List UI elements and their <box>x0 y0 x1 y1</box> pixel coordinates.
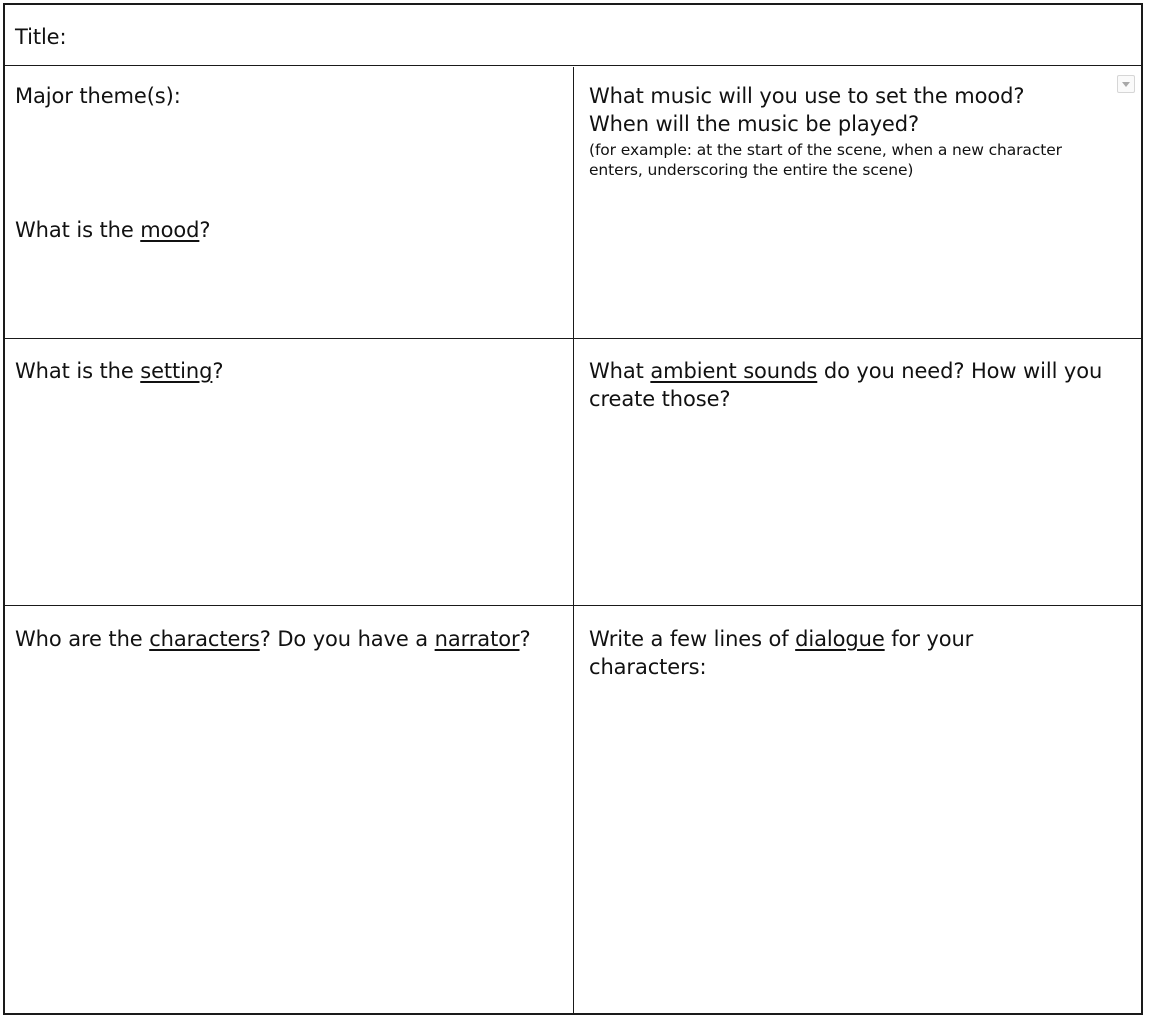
characters-cell[interactable] <box>15 625 555 1005</box>
row-divider-title <box>5 65 1141 66</box>
chevron-down-icon[interactable] <box>1117 75 1135 93</box>
title-cell[interactable] <box>15 23 1125 51</box>
dialogue-suffix: for your characters: <box>589 627 974 679</box>
characters-question <box>15 625 555 653</box>
setting-question <box>15 357 565 385</box>
mood-prefix: What is the <box>15 218 141 242</box>
setting-term: setting <box>140 359 213 383</box>
ambient-sounds-cell[interactable] <box>589 357 1109 597</box>
music-cell[interactable] <box>589 82 1109 332</box>
title-label: Title: <box>15 25 67 49</box>
music-example-note: (for example: at the start of the scene, when a new character enters, underscoring the entire the scene) <box>589 141 1062 179</box>
characters-suffix: ? <box>519 627 531 651</box>
sounds-term: ambient sounds <box>650 359 818 383</box>
music-question-2: When will the music be played? <box>589 112 920 136</box>
characters-prefix: Who are the <box>15 627 150 651</box>
characters-middle: ? Do you have a <box>259 627 435 651</box>
mood-question <box>15 216 210 244</box>
setting-prefix: What is the <box>15 359 141 383</box>
ambient-sounds-question <box>589 357 1109 413</box>
characters-term: characters <box>149 627 260 651</box>
worksheet-table <box>3 3 1143 1015</box>
dialogue-prompt <box>589 625 1059 681</box>
mood-term: mood <box>140 218 200 242</box>
narrator-term: narrator <box>434 627 520 651</box>
sounds-prefix: What <box>589 359 651 383</box>
themes-mood-cell[interactable] <box>15 82 565 332</box>
music-question-1: What music will you use to set the mood? <box>589 84 1025 108</box>
mood-suffix: ? <box>199 218 211 242</box>
column-divider <box>573 67 574 1013</box>
dialogue-term: dialogue <box>795 627 885 651</box>
dialogue-cell[interactable] <box>589 625 1059 1005</box>
dialogue-prefix: Write a few lines of <box>589 627 796 651</box>
setting-cell[interactable] <box>15 357 565 597</box>
sounds-suffix: do you need? How will you create those? <box>589 359 1103 411</box>
setting-suffix: ? <box>212 359 224 383</box>
major-themes-label: Major theme(s): <box>15 84 181 108</box>
